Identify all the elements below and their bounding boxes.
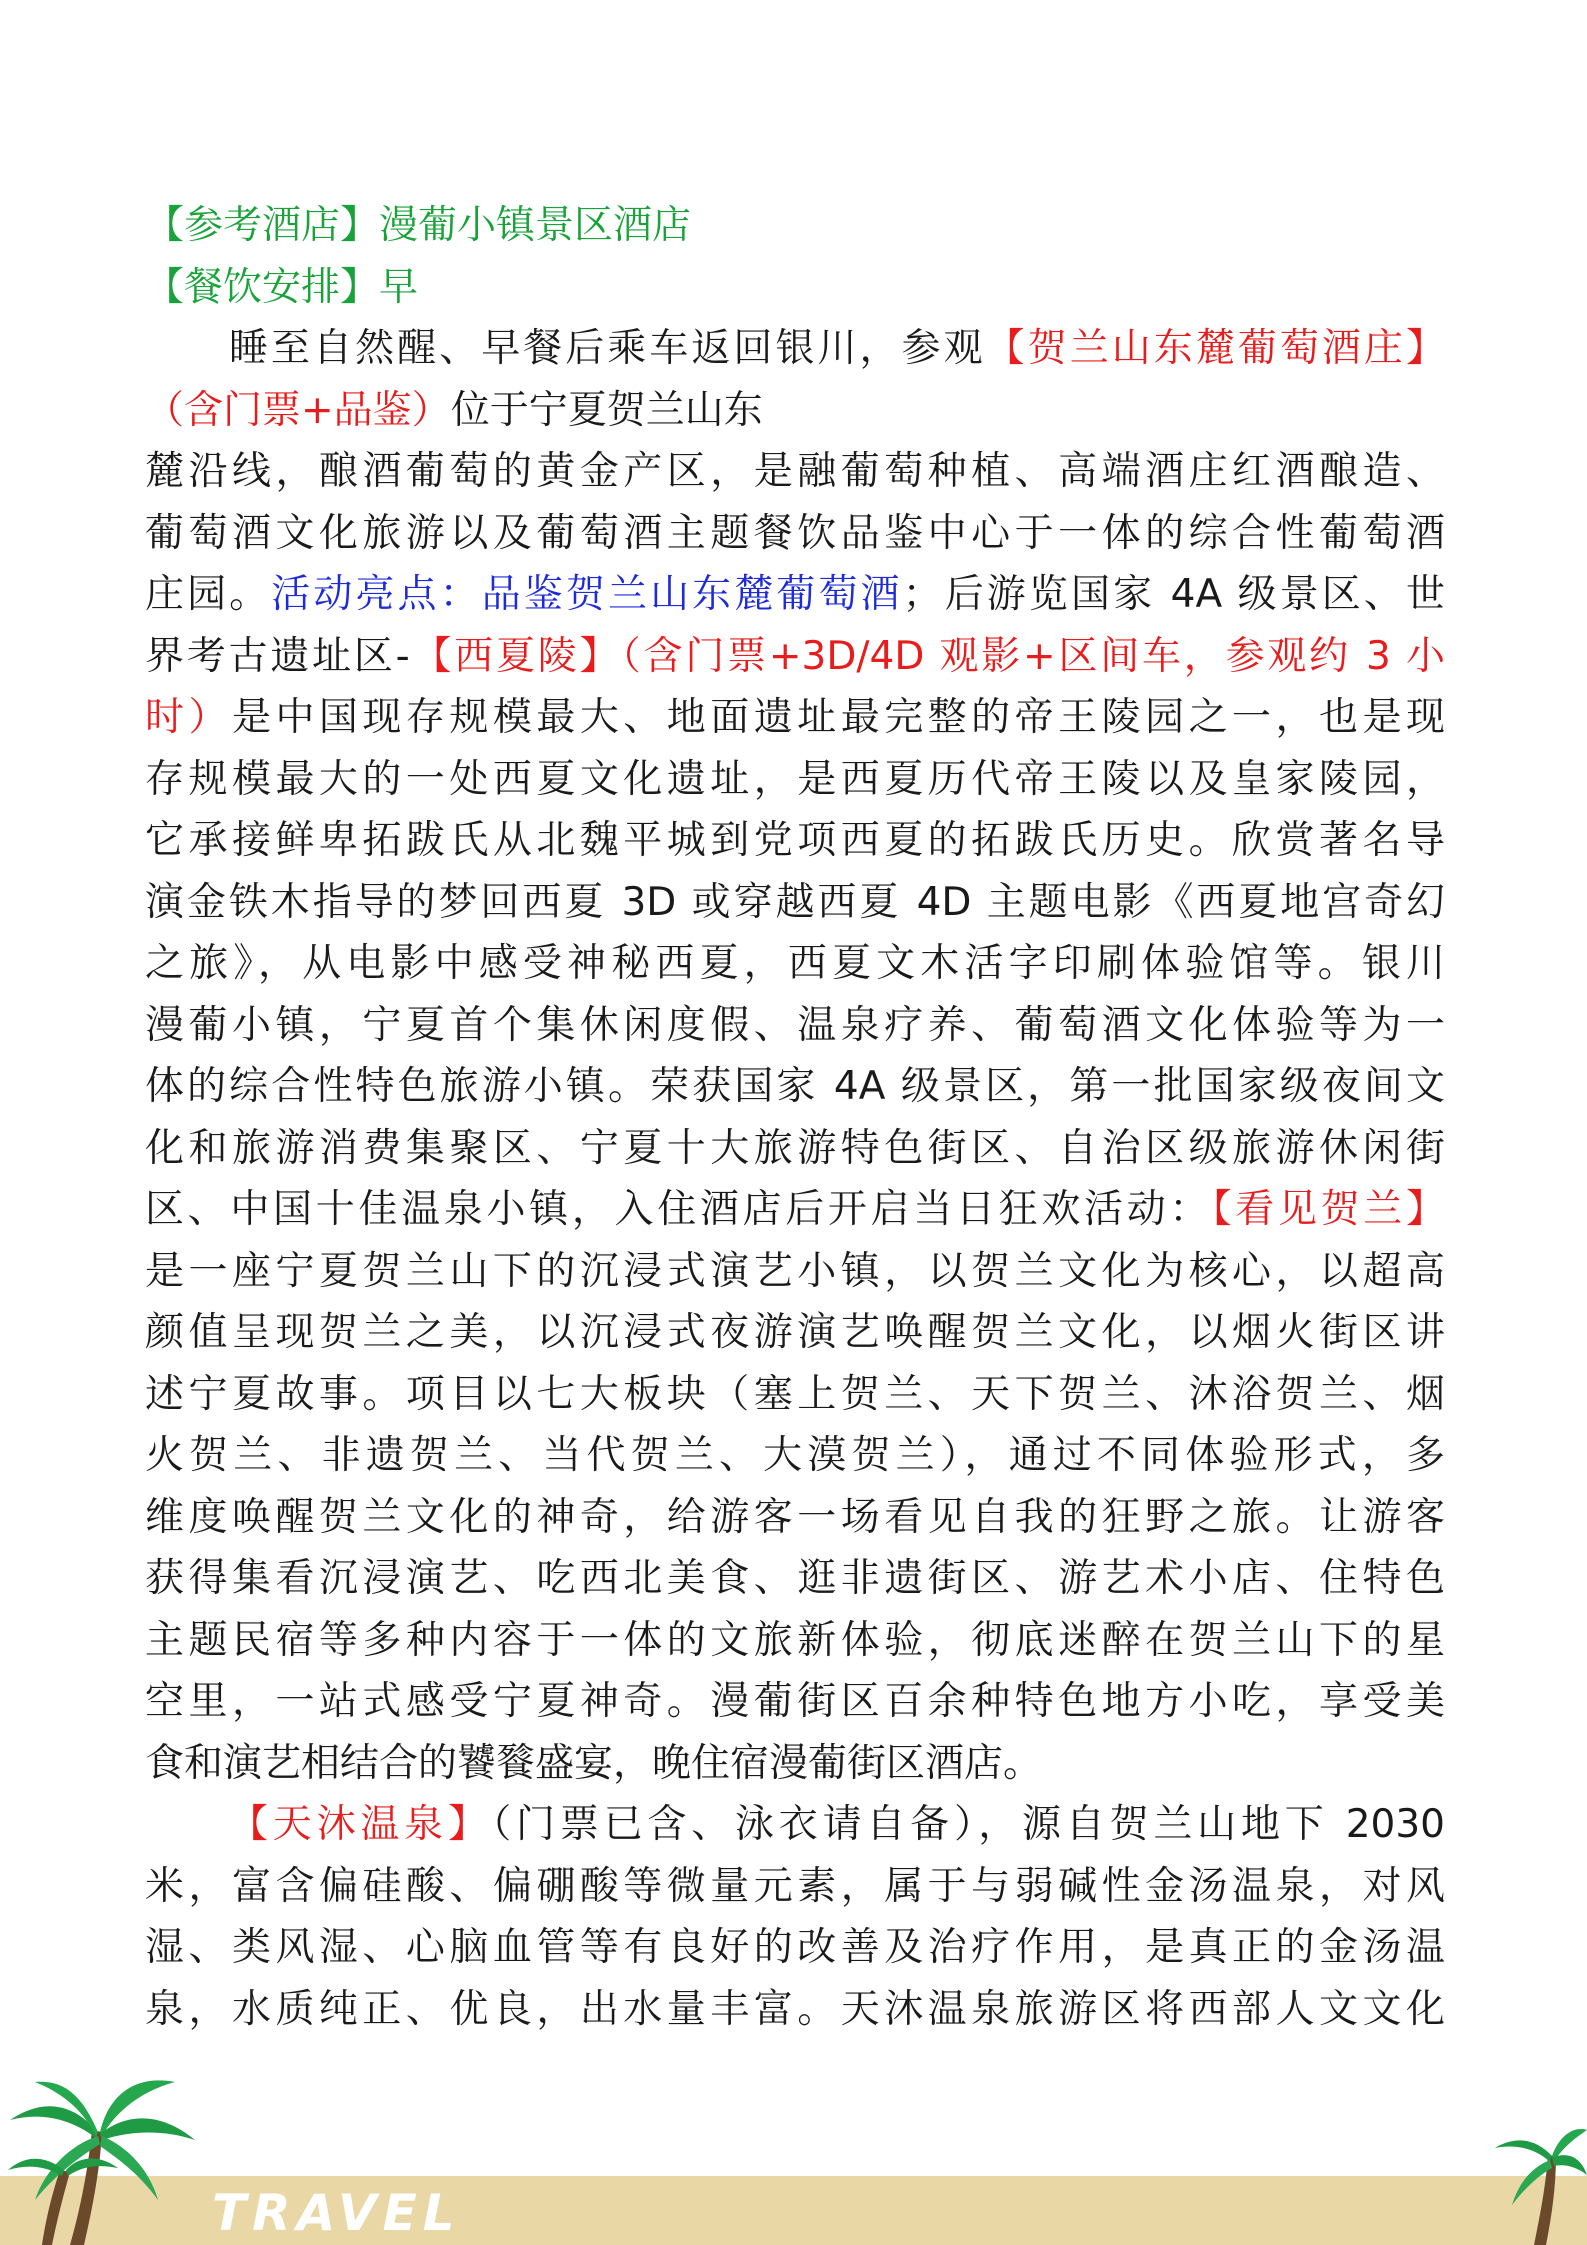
paragraph-hot-spring xyxy=(145,1794,1445,2040)
highlight-xixia-tombs: 【西夏陵】（含门票+3D/4D 观影+区间车，参观约 3 小 xyxy=(409,633,1445,679)
text-line: 麓沿线，酿酒葡萄的黄金产区，是融葡萄种植、高端酒庄红酒酿造、 xyxy=(145,449,1445,494)
text-run: 庄园。 xyxy=(145,572,272,617)
meals-line xyxy=(145,257,1445,319)
text-run: 位于宁夏贺兰山东 xyxy=(450,387,763,433)
text-line: 是一座宁夏贺兰山下的沉浸式演艺小镇，以贺兰文化为核心，以超高 xyxy=(145,1248,1445,1294)
text-line: 泉，水质纯正、优良，出水量丰富。天沐温泉旅游区将西部人文文化 xyxy=(145,1986,1445,2032)
highlight-see-helan: 【看见贺兰】 xyxy=(1212,1187,1445,1232)
meals-value: 早 xyxy=(379,264,419,310)
text-line: 体的综合性特色旅游小镇。荣获国家 4A 级景区，第一批国家级夜间文 xyxy=(145,1064,1445,1109)
text-line xyxy=(145,1794,1445,1856)
text-run: （门票已含、泳衣请自备），源自贺兰山地下 2030 xyxy=(491,1802,1445,1847)
palm-tree-icon xyxy=(0,2060,200,2245)
text-line: 颜值呈现贺兰之美，以沉浸式夜游演艺唤醒贺兰文化，以烟火街区讲 xyxy=(145,1310,1445,1355)
text-line: 述宁夏故事。项目以七大板块（塞上贺兰、天下贺兰、沐浴贺兰、烟 xyxy=(145,1371,1445,1417)
text-line: 存规模最大的一处西夏文化遗址，是西夏历代帝王陵以及皇家陵园， xyxy=(145,756,1445,802)
highlight-winery: 【贺兰山东麓葡萄酒庄】 xyxy=(985,326,1445,371)
paragraph-day-itinerary xyxy=(145,318,1445,1794)
hotel-value: 漫葡小镇景区酒店 xyxy=(379,203,692,248)
text-run: 区、中国十佳温泉小镇，入住酒店后开启当日狂欢活动： xyxy=(145,1187,1213,1232)
text-line: 维度唤醒贺兰文化的神奇，给游客一场看见自我的狂野之旅。让游客 xyxy=(145,1494,1445,1540)
text-line xyxy=(145,318,1445,380)
text-line: 化和旅游消费集聚区、宁夏十大旅游特色街区、自治区级旅游休闲街 xyxy=(145,1125,1445,1171)
text-line: 食和演艺相结合的饕餮盛宴，晚住宿漫葡街区酒店。 xyxy=(145,1740,1043,1786)
text-run: ；后游览国家 4A 级景区、世 xyxy=(902,572,1445,617)
highlight-tianmu-spring: 【天沐温泉】 xyxy=(229,1802,492,1847)
hotel-label: 【参考酒店】 xyxy=(145,203,380,248)
text-line: 它承接鲜卑拓跋氏从北魏平城到党项西夏的拓跋氏历史。欣赏著名导 xyxy=(145,818,1445,863)
text-run: 睡至自然醒、早餐后乘车返回银川，参观 xyxy=(229,326,986,371)
text-line xyxy=(145,1179,1445,1241)
text-run: 界考古遗址区- xyxy=(145,633,410,679)
hotel-line xyxy=(145,195,1445,257)
text-line xyxy=(145,626,1445,688)
highlight-winery-ticket: （含门票+品鉴） xyxy=(145,387,451,433)
text-line: 主题民宿等多种内容于一体的文旅新体验，彻底迷醉在贺兰山下的星 xyxy=(145,1617,1445,1663)
palm-tree-icon xyxy=(1490,2120,1587,2245)
text-line: 火贺兰、非遗贺兰、当代贺兰、大漠贺兰），通过不同体验形式，多 xyxy=(145,1433,1445,1478)
text-line: 湿、类风湿、心脑血管等有良好的改善及治疗作用，是真正的金汤温 xyxy=(145,1925,1445,1970)
text-line: 演金铁木指导的梦回西夏 3D 或穿越西夏 4D 主题电影《西夏地宫奇幻 xyxy=(145,879,1445,925)
text-line xyxy=(145,564,1445,626)
text-line: 葡萄酒文化旅游以及葡萄酒主题餐饮品鉴中心于一体的综合性葡萄酒 xyxy=(145,510,1445,556)
itinerary-document xyxy=(145,195,1445,2040)
meals-label: 【餐饮安排】 xyxy=(145,264,380,310)
text-line xyxy=(145,687,1445,749)
text-line: 之旅》，从电影中感受神秘西夏，西夏文木活字印刷体验馆等。银川 xyxy=(145,941,1445,986)
travel-wordmark: TRAVEL xyxy=(212,2184,461,2242)
text-line: 空里，一站式感受宁夏神奇。漫葡街区百余种特色地方小吃，享受美 xyxy=(145,1679,1445,1724)
text-line: 米，富含偏硅酸、偏硼酸等微量元素，属于与弱碱性金汤温泉，对风 xyxy=(145,1863,1445,1909)
text-run: 是中国现存规模最大、地面遗址最完整的帝王陵园之一，也是现 xyxy=(231,695,1445,740)
text-line: 漫葡小镇，宁夏首个集休闲度假、温泉疗养、葡萄酒文化体验等为一 xyxy=(145,1002,1445,1048)
text-line xyxy=(145,380,1445,442)
text-line: 获得集看沉浸演艺、吃西北美食、逛非遗街区、游艺术小店、住特色 xyxy=(145,1556,1445,1601)
highlight-xixia-duration: 时） xyxy=(145,695,232,740)
highlight-activity: 活动亮点：品鉴贺兰山东麓葡萄酒 xyxy=(271,572,903,617)
